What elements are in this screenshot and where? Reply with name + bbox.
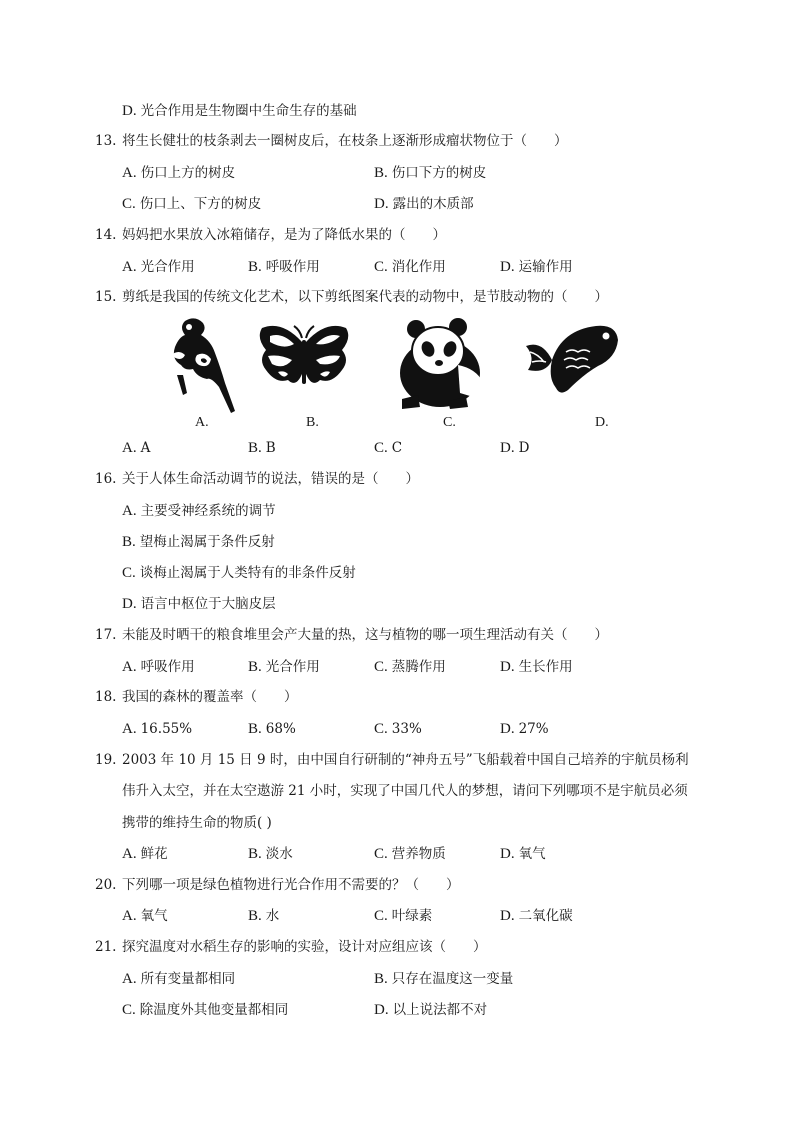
option-letter: D. [500, 721, 515, 737]
option-letter: C. [122, 565, 136, 581]
option-text: 运输作用 [518, 259, 573, 275]
option-letter: D. [374, 196, 389, 212]
question-number: 18. [95, 689, 117, 705]
option-letter: B. [374, 971, 388, 987]
option-letter: C. [122, 196, 136, 212]
question-stem: 妈妈把水果放入冰箱储存，是为了降低水果的（ ） [122, 227, 446, 243]
option-text: 营养物质 [391, 846, 446, 862]
option-letter: D. [374, 1002, 389, 1018]
papercut-bird-icon [163, 315, 238, 413]
option-text: 主要受神经系统的调节 [140, 503, 276, 519]
q16-option-c [122, 564, 356, 582]
option-letter: A. [122, 259, 137, 275]
picture-label-b: B. [306, 415, 319, 430]
q20-option-b [248, 907, 279, 925]
q18-option-a [122, 720, 192, 738]
option-letter: A. [122, 503, 137, 519]
option-text: 光合作用 [265, 659, 320, 675]
picture-label-a: A. [195, 415, 209, 430]
option-text: 伤口下方的树皮 [391, 165, 487, 181]
option-letter: D. [122, 596, 137, 612]
option-letter: B. [248, 259, 262, 275]
q16-option-a [122, 502, 276, 520]
q13-option-d [374, 195, 474, 213]
option-letter: A. [122, 846, 137, 862]
option-text: 语言中枢位于大脑皮层 [140, 596, 276, 612]
option-text: 氧气 [140, 908, 168, 924]
q21-option-d [374, 1001, 487, 1019]
option-text: 呼吸作用 [140, 659, 195, 675]
papercut-butterfly-icon [258, 322, 350, 400]
q17-option-c [374, 658, 446, 676]
q21-option-c [122, 1001, 288, 1019]
option-letter: C. [374, 846, 388, 862]
option-text: 伤口上、下方的树皮 [139, 196, 262, 212]
option-letter: A. [122, 440, 137, 456]
option-text: 消化作用 [391, 259, 446, 275]
q21-option-a [122, 970, 235, 988]
option-letter: A. [122, 971, 137, 987]
option-text: 光合作用是生物圈中生命生存的基础 [140, 103, 357, 119]
option-letter: D. [122, 103, 137, 119]
option-text: C [391, 440, 403, 456]
q14-option-c [374, 258, 446, 276]
question-stem-line-3: 携带的维持生命的物质( ) [122, 815, 272, 831]
question-number: 20. [95, 877, 117, 893]
question-stem: 将生长健壮的枝条剥去一圈树皮后，在枝条上逐渐形成瘤状物位于（ ） [122, 133, 568, 149]
q13-option-c [122, 195, 261, 213]
q20-option-a [122, 907, 168, 925]
question-number: 21. [95, 939, 117, 955]
option-letter: B. [248, 659, 262, 675]
option-text: 叶绿素 [391, 908, 433, 924]
option-letter: A. [122, 165, 137, 181]
option-letter: C. [374, 721, 388, 737]
option-letter: A. [122, 721, 137, 737]
q19-option-a [122, 845, 168, 863]
option-letter: B. [374, 165, 388, 181]
option-letter: B. [248, 721, 262, 737]
q14-option-b [248, 258, 320, 276]
option-text: 氧气 [518, 846, 546, 862]
question-stem: 下列哪一项是绿色植物进行光合作用不需要的？（ ） [122, 877, 460, 893]
option-text: 所有变量都相同 [140, 971, 236, 987]
option-text: 水 [265, 908, 280, 924]
q17-option-d [500, 658, 573, 676]
q21-option-b [374, 970, 513, 988]
q15-option-a [122, 439, 150, 457]
q19-option-c [374, 845, 446, 863]
option-letter: C. [374, 659, 388, 675]
q14-option-d [500, 258, 573, 276]
option-text: 只存在温度这一变量 [391, 971, 514, 987]
option-letter: D. [500, 259, 515, 275]
option-letter: C. [374, 908, 388, 924]
option-letter: B. [248, 846, 262, 862]
question-stem: 探究温度对水稻生存的影响的实验，设计对应组应该（ ） [122, 939, 487, 955]
option-text: 蒸腾作用 [391, 659, 446, 675]
option-text: 68% [265, 721, 296, 737]
q19-option-b [248, 845, 293, 863]
option-letter: B. [248, 908, 262, 924]
question-stem-line-2: 伟升入太空，并在太空遨游 21 小时，实现了中国几代人的梦想，请问下列哪项不是宇航员必须 [122, 783, 688, 799]
option-text: 望梅止渴属于条件反射 [139, 534, 275, 550]
option-letter: C. [122, 1002, 136, 1018]
option-letter: B. [248, 440, 262, 456]
option-text: 16.55% [140, 721, 193, 737]
q16-option-b [122, 533, 275, 551]
question-number: 13. [95, 133, 117, 149]
option-text: 伤口上方的树皮 [140, 165, 236, 181]
option-text: B [265, 440, 276, 456]
option-letter: D. [500, 846, 515, 862]
question-number: 17. [95, 627, 117, 643]
question-number: 14. [95, 227, 117, 243]
q15-option-b [248, 439, 276, 457]
option-text: 露出的木质部 [392, 196, 474, 212]
question-stem: 剪纸是我国的传统文化艺术，以下剪纸图案代表的动物中，是节肢动物的（ ） [122, 289, 608, 305]
option-text: 谈梅止渴属于人类特有的非条件反射 [139, 565, 356, 581]
question-stem-line-1: 2003 年 10 月 15 日 9 时，由中国自行研制的“神舟五号”飞船载着中国自己培养的宇航员杨利 [122, 752, 689, 768]
question-stem: 关于人体生命活动调节的说法，错误的是（ ） [122, 471, 419, 487]
question-stem: 我国的森林的覆盖率（ ） [122, 689, 298, 705]
option-letter: D. [500, 908, 515, 924]
option-letter: D. [500, 440, 515, 456]
question-number: 15. [95, 289, 117, 305]
option-text: 鲜花 [140, 846, 168, 862]
option-text: 生长作用 [518, 659, 573, 675]
papercut-fish-icon [522, 322, 620, 394]
q18-option-d [500, 720, 549, 738]
question-stem: 未能及时晒干的粮食堆里会产大量的热，这与植物的哪一项生理活动有关（ ） [122, 627, 608, 643]
q20-option-c [374, 907, 432, 925]
option-text: 33% [391, 721, 422, 737]
option-text: 除温度外其他变量都相同 [139, 1002, 289, 1018]
q15-option-d [500, 439, 529, 457]
q18-option-c [374, 720, 422, 738]
option-letter: A. [122, 908, 137, 924]
option-text: 淡水 [265, 846, 293, 862]
option-text: 呼吸作用 [265, 259, 320, 275]
q12-option-d [122, 102, 357, 120]
q17-option-a [122, 658, 195, 676]
option-text: 27% [518, 721, 549, 737]
picture-label-c: C. [443, 415, 456, 430]
q13-option-b [374, 164, 486, 182]
q16-option-d [122, 595, 276, 613]
papercut-panda-icon [398, 315, 490, 413]
q14-option-a [122, 258, 195, 276]
question-number: 19. [95, 752, 117, 768]
q15-option-c [374, 439, 402, 457]
option-letter: D. [500, 659, 515, 675]
q17-option-b [248, 658, 320, 676]
option-letter: C. [374, 440, 388, 456]
q13-option-a [122, 164, 235, 182]
option-text: 二氧化碳 [518, 908, 573, 924]
option-text: 以上说法都不对 [392, 1002, 488, 1018]
q18-option-b [248, 720, 296, 738]
option-letter: A. [122, 659, 137, 675]
option-text: 光合作用 [140, 259, 195, 275]
picture-label-d: D. [595, 415, 609, 430]
option-letter: B. [122, 534, 136, 550]
q20-option-d [500, 907, 573, 925]
option-text: D [518, 440, 530, 456]
option-text: A [140, 440, 151, 456]
option-letter: C. [374, 259, 388, 275]
q19-option-d [500, 845, 546, 863]
question-number: 16. [95, 471, 117, 487]
